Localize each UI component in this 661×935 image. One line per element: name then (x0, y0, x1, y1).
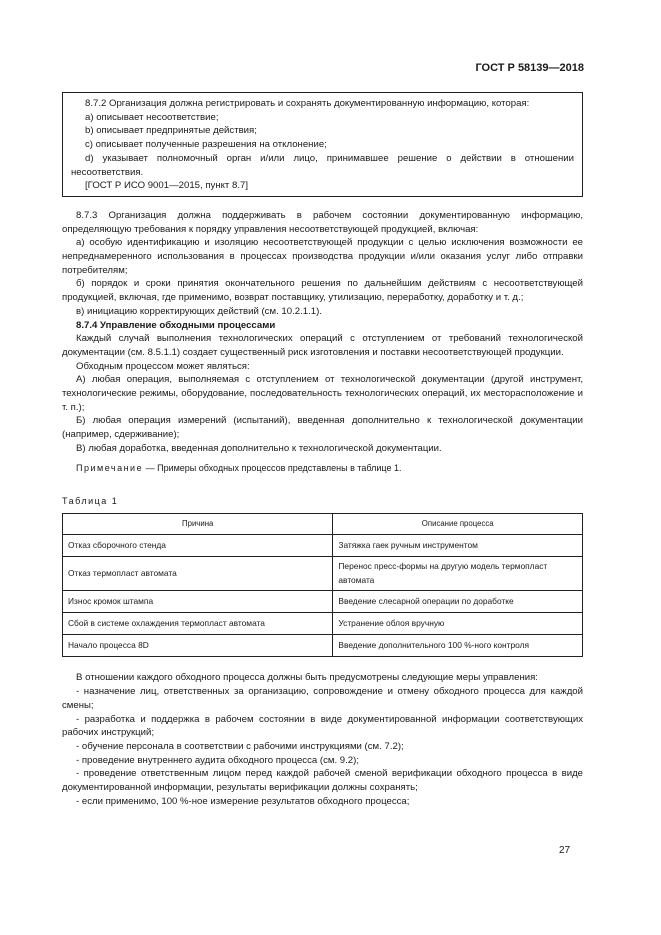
table-cell: Начало процесса 8D (63, 635, 333, 657)
table-row (63, 635, 583, 657)
table-row (63, 556, 583, 590)
table-row (63, 534, 583, 556)
table-cell: Сбой в системе охлаждения термопласт автомата (63, 613, 333, 635)
page-number: 27 (559, 845, 571, 856)
table-cell: Введение слесарной операции по доработке (333, 591, 583, 613)
list-item: В) любая доработка, введенная дополнительно к технологической документации. (76, 442, 442, 454)
list-item: а) особую идентификацию и изоляцию несоответствующей продукции с целью исключения возможности ее непреднамеренного использования в процессах производства продукции и/или оказания услуг либо отправки потребителям; (62, 237, 583, 276)
table-header-row (63, 513, 583, 534)
table-row (63, 613, 583, 635)
note-label: Примечание (76, 462, 144, 473)
table-cell: Введение дополнительного 100 %-ного контроля (333, 635, 583, 657)
note (62, 462, 583, 476)
list-item: - обучение персонала в соответствии с рабочими инструкциями (см. 7.2); (76, 740, 404, 752)
quoted-requirement-box (62, 92, 583, 197)
list-item: d) указывает полномочный орган и/или лицо, принимавшее решение о действии в отношении несоответствия. (71, 152, 574, 178)
list-item: б) порядок и сроки принятия окончательного решения по дальнейшим действиям с несоответствующей продукцией, включая, где применимо, возврат поставщику, утилизацию, переработку, доработку и т. д.; (62, 278, 583, 304)
list-item: c) описывает полученные разрешения на отклонение; (85, 139, 327, 151)
page-content (62, 92, 583, 808)
standard-reference: [ГОСТ Р ИСО 9001—2015, пункт 8.7] (85, 180, 248, 192)
list-item: - проведение ответственным лицом перед каждой рабочей сменой верификации обходного процесса в виде документированной информации, результаты верификации должны сохранять; (62, 768, 583, 794)
column-header-cause: Причина (63, 513, 333, 534)
clause-8-7-2-intro: 8.7.2 Организация должна регистрировать и сохранять документированную информацию, которая: (85, 98, 530, 109)
paragraph: Обходным процессом может являться: (76, 360, 250, 372)
list-item: b) описывает предпринятые действия; (85, 125, 257, 137)
list-item: a) описывает несоответствие; (85, 111, 219, 123)
column-header-description: Описание процесса (333, 513, 583, 534)
list-item: - проведение внутреннего аудита обходного процесса (см. 9.2); (76, 754, 360, 766)
list-item: - разработка и поддержка в рабочем состоянии в виде документированной информации соответствующих рабочих инструкций; (62, 713, 583, 739)
paragraph: В отношении каждого обходного процесса должны быть предусмотрены следующие меры управления: (76, 672, 538, 684)
table-caption: Таблица 1 (62, 496, 119, 507)
section-heading-8-7-4: 8.7.4 Управление обходными процессами (76, 319, 276, 331)
clause-8-7-3-intro: 8.7.3 Организация должна поддерживать в рабочем состоянии документированную информацию, определяющую требования к порядку управления несоответствующей продукцией, включая: (62, 209, 583, 235)
list-item: Б) любая операция измерений (испытаний), введенная дополнительно к технологической документации (например, сдерживание); (62, 415, 583, 441)
table-row (63, 591, 583, 613)
list-item: в) инициацию корректирующих действий (см. 10.2.1.1). (76, 305, 322, 317)
table-cell: Затяжка гаек ручным инструментом (333, 534, 583, 556)
note-text: — Примеры обходных процессов представлены в таблице 1. (143, 462, 402, 473)
paragraph: Каждый случай выполнения технологических операций с отступлением от требований технологической документации (см. 8.5.1.1) создает существенный риск изготовления и поставки несоответствующей продукции. (62, 333, 583, 358)
list-item: - назначение лиц, ответственных за организацию, сопровождение и отмену обходного процесса для каждой смены; (62, 686, 583, 711)
list-item: А) любая операция, выполняемая с отступлением от технологической документации (другой инструмент, технологические режимы, оборудование, последовательность технологических операций, их месторасположение и т. п.); (62, 374, 583, 413)
table-cell: Устранение облоя вручную (333, 613, 583, 635)
workaround-examples-table (62, 513, 583, 657)
table-cell: Перенос пресс-формы на другую модель термопласт автомата (333, 556, 583, 590)
list-item: - если применимо, 100 %-ное измерение результатов обходного процесса; (76, 795, 410, 807)
table-cell: Отказ термопласт автомата (63, 556, 333, 590)
document-id-header: ГОСТ Р 58139—2018 (475, 62, 584, 74)
table-cell: Отказ сборочного стенда (63, 534, 333, 556)
table-cell: Износ кромок штампа (63, 591, 333, 613)
